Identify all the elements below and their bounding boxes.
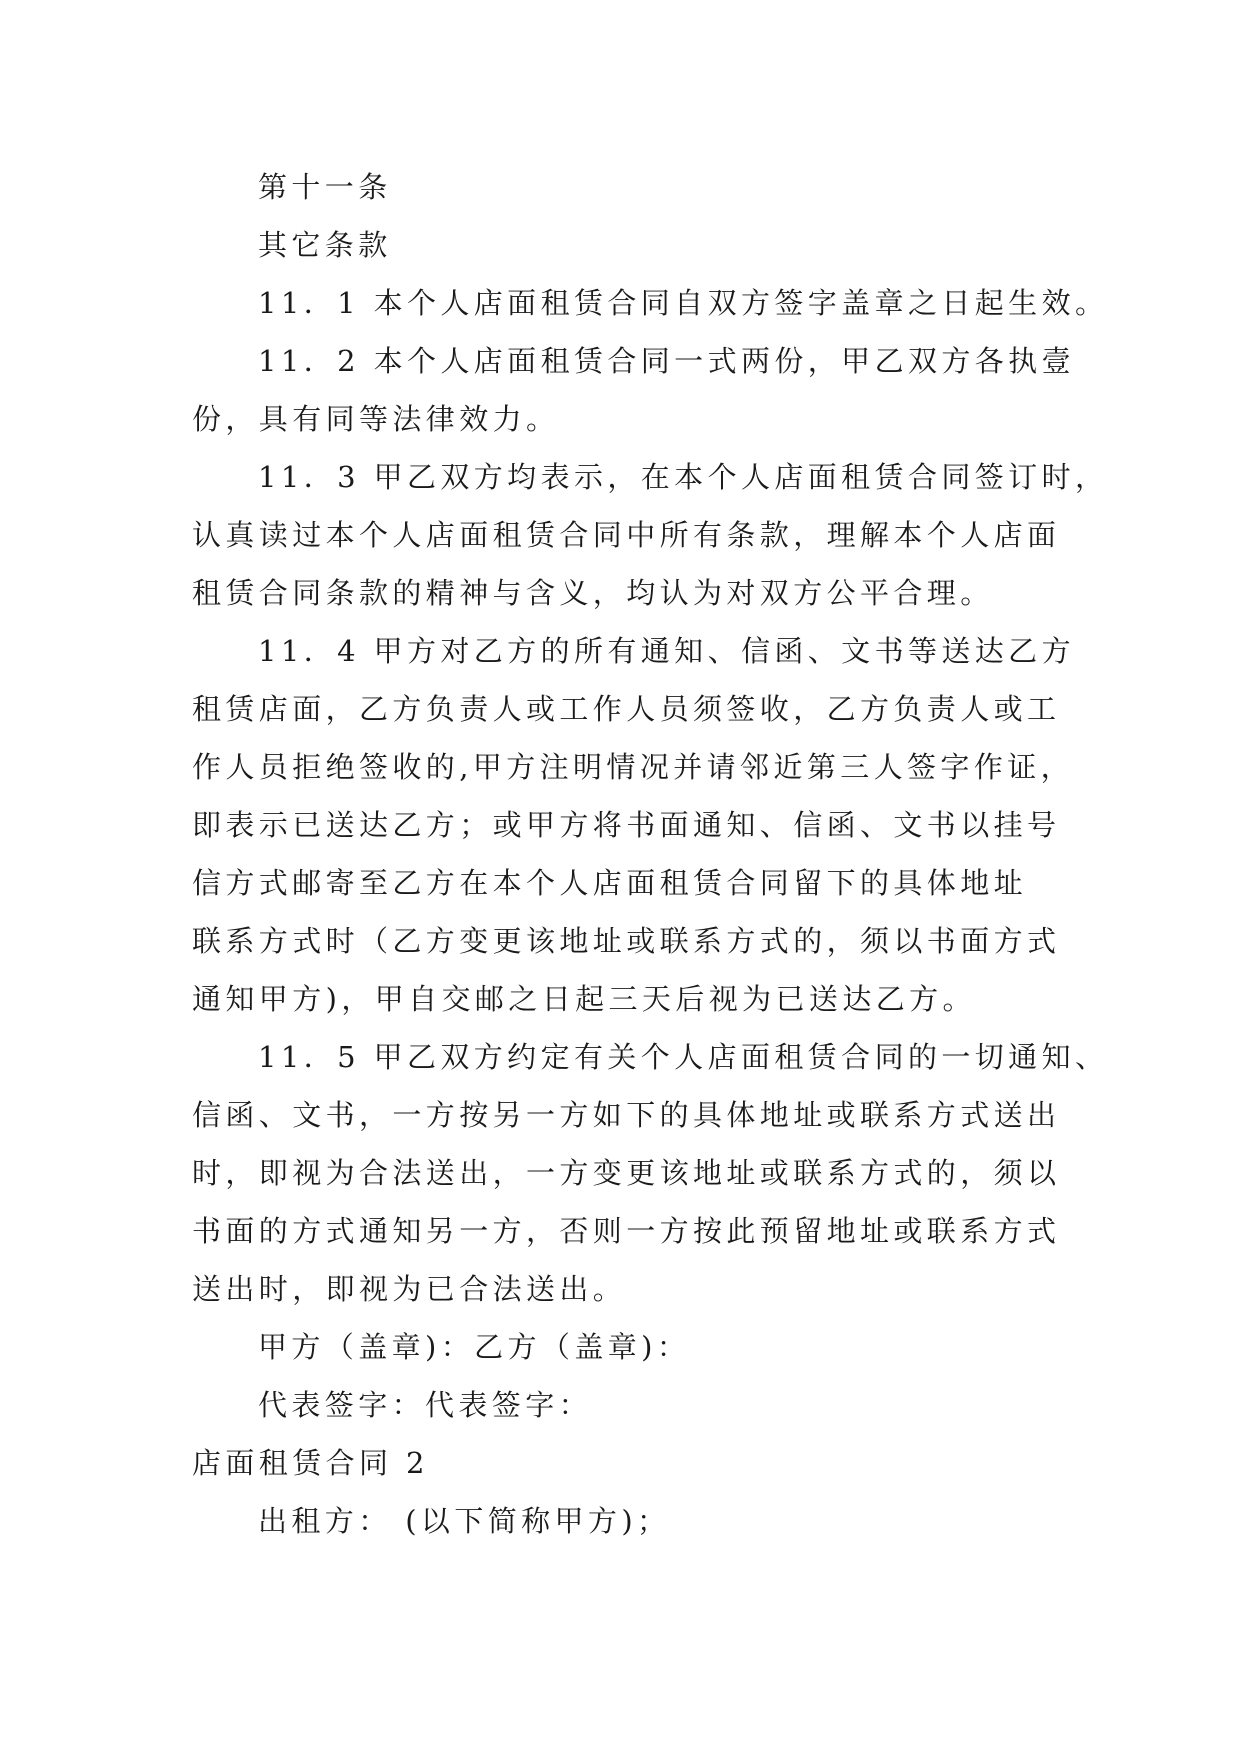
clause-11-3-line-3: 租赁合同条款的精神与含义，均认为对双方公平合理。 [192, 576, 994, 610]
section-title: 其它条款 [258, 228, 392, 262]
clause-11-4-line-1: 11．4 甲方对乙方的所有通知、信函、文书等送达乙方 [258, 634, 1075, 668]
clause-11-4-line-4: 即表示已送达乙方；或甲方将书面通知、信函、文书以挂号 [192, 808, 1061, 842]
clause-11-2-line-2: 份，具有同等法律效力。 [192, 402, 560, 436]
clause-11-4-line-3: 作人员拒绝签收的,甲方注明情况并请邻近第三人签字作证， [192, 750, 1075, 784]
clause-11-3-line-1: 11．3 甲乙双方均表示，在本个人店面租赁合同签订时， [258, 460, 1109, 494]
seal-line: 甲方（盖章)：乙方（盖章)： [258, 1330, 691, 1364]
lessor-line: 出租方： (以下简称甲方)； [258, 1504, 671, 1538]
clause-11-5-line-4: 书面的方式通知另一方，否则一方按此预留地址或联系方式 [192, 1214, 1061, 1248]
clause-11-5-line-1: 11．5 甲乙双方约定有关个人店面租赁合同的一切通知、 [258, 1040, 1109, 1074]
document-body [192, 158, 1109, 1550]
clause-11-5-line-2: 信函、文书，一方按另一方如下的具体地址或联系方式送出 [192, 1098, 1061, 1132]
clause-11-4-line-6: 联系方式时（乙方变更该地址或联系方式的，须以书面方式 [192, 924, 1061, 958]
clause-11-5-line-3: 时，即视为合法送出，一方变更该地址或联系方式的，须以 [192, 1156, 1061, 1190]
clause-11-5-line-5: 送出时，即视为已合法送出。 [192, 1272, 627, 1306]
article-heading: 第十一条 [258, 170, 392, 204]
next-contract-title: 店面租赁合同 2 [192, 1446, 429, 1480]
clause-11-1-line-1: 11．1 本个人店面租赁合同自双方签字盖章之日起生效。 [258, 286, 1109, 320]
clause-11-2-line-1: 11．2 本个人店面租赁合同一式两份，甲乙双方各执壹 [258, 344, 1075, 378]
clause-11-4-line-5: 信方式邮寄至乙方在本个人店面租赁合同留下的具体地址 [192, 866, 1028, 900]
clause-11-4-line-7: 通知甲方)，甲自交邮之日起三天后视为已送达乙方。 [192, 982, 976, 1016]
clause-11-4-line-2: 租赁店面，乙方负责人或工作人员须签收，乙方负责人或工 [192, 692, 1061, 726]
signature-line: 代表签字：代表签字： [258, 1388, 593, 1422]
clause-11-3-line-2: 认真读过本个人店面租赁合同中所有条款，理解本个人店面 [192, 518, 1061, 552]
